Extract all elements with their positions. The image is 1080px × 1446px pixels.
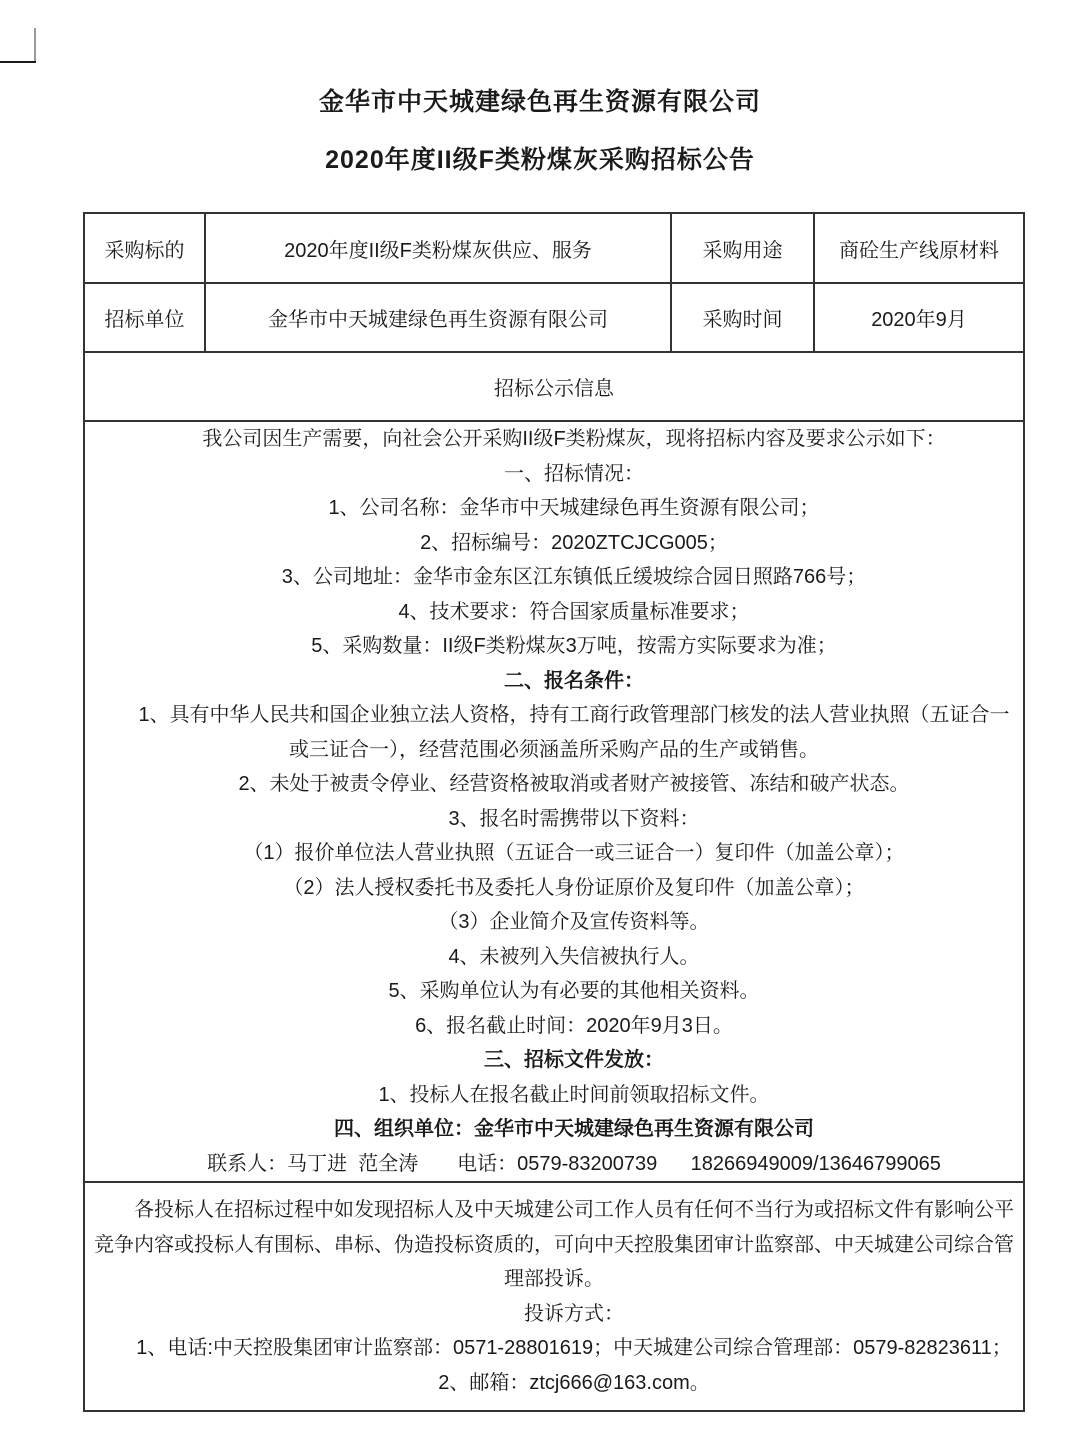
paragraph: 联系人：马丁进 范全涛 电话：0579-83200739 18266949009/13646799065 (207, 1152, 941, 1175)
procurement-purpose-label: 采购用途 (671, 213, 814, 283)
announcement-paragraphs (91, 422, 1017, 1181)
paragraph: 5、采购数量：II级F类粉煤灰3万吨，按需方实际要求为准； (311, 635, 837, 657)
paragraph: 1、具有中华人民共和国企业独立法人资格，持有工商行政管理部门核发的法人营业执照（五证合一或三证合一），经营范围必须涵盖所采购产品的生产或销售。 (138, 704, 1010, 761)
corner-mark-horizontal (0, 61, 36, 63)
complaint-section (84, 1182, 1024, 1411)
paragraph: 1、投标人在报名截止时间前领取招标文件。 (378, 1083, 770, 1106)
table-row (84, 352, 1024, 421)
document-subtitle: 2020年度II级F类粉煤灰采购招标公告 (325, 146, 755, 174)
paragraph: 四、组织单位：金华市中天城建绿色再生资源有限公司 (334, 1118, 814, 1140)
paragraph: 6、报名截止时间：2020年9月3日。 (415, 1014, 733, 1037)
tender-unit-label: 招标单位 (84, 283, 205, 352)
announcement-body (84, 421, 1024, 1182)
procurement-purpose-value: 商砼生产线原材料 (814, 213, 1024, 283)
paragraph: （3）企业简介及宣传资料等。 (438, 911, 710, 933)
procurement-time-label: 采购时间 (671, 283, 814, 352)
paragraph: 三、招标文件发放： (484, 1049, 664, 1071)
table-row (84, 421, 1024, 1182)
paragraph: 我公司因生产需要，向社会公开采购II级F类粉煤灰，现将招标内容及要求公示如下： (202, 428, 946, 450)
paragraph: 2、未处于被责令停业、经营资格被取消或者财产被接管、冻结和破产状态。 (238, 773, 910, 795)
paragraph: 2、招标编号：2020ZTCJCG005； (420, 531, 728, 554)
paragraph: 5、采购单位认为有必要的其他相关资料。 (388, 980, 760, 1002)
table-row (84, 1182, 1024, 1411)
corner-mark-vertical (34, 28, 36, 63)
tender-unit-value: 金华市中天城建绿色再生资源有限公司 (205, 283, 671, 352)
table-row (84, 213, 1024, 283)
procurement-time-value: 2020年9月 (814, 283, 1024, 352)
paragraph: 4、未被列入失信被执行人。 (448, 945, 700, 968)
procurement-subject-value: 2020年度II级F类粉煤灰供应、服务 (205, 213, 671, 283)
table-row (84, 283, 1024, 352)
document-title: 金华市中天城建绿色再生资源有限公司 (318, 88, 761, 116)
paragraph: （2）法人授权委托书及委托人身份证原价及复印件（加盖公章）； (283, 876, 865, 899)
paragraph: 一、招标情况： (504, 462, 644, 485)
section-header: 招标公示信息 (84, 352, 1024, 421)
paragraph: 2、邮箱：ztcj666@163.com。 (438, 1371, 710, 1394)
procurement-subject-label: 采购标的 (84, 213, 205, 283)
paragraph: （1）报价单位法人营业执照（五证合一或三证合一）复印件（加盖公章）； (243, 842, 905, 864)
paragraph: 投诉方式： (524, 1302, 624, 1325)
paragraph: 3、报名时需携带以下资料： (448, 807, 700, 830)
complaint-paragraphs (91, 1193, 1017, 1400)
paragraph: 3、公司地址：金华市金东区江东镇低丘缓坡综合园日照路766号； (281, 566, 867, 588)
paragraph: 二、报名条件： (504, 669, 644, 692)
tender-info-table (83, 212, 1025, 1412)
paragraph: 1、公司名称：金华市中天城建绿色再生资源有限公司； (328, 497, 820, 519)
paragraph: 1、电话:中天控股集团审计监察部：0571-28801619；中天城建公司综合管理部：0579-82823611； (136, 1337, 1012, 1359)
paragraph: 各投标人在招标过程中如发现招标人及中天城建公司工作人员有任何不当行为或招标文件有影响公平竞争内容或投标人有围标、串标、伪造投标资质的，可向中天控股集团审计监察部、中天城建公司综合管理部投诉。 (94, 1199, 1014, 1290)
paragraph: 4、技术要求：符合国家质量标准要求； (398, 600, 750, 623)
